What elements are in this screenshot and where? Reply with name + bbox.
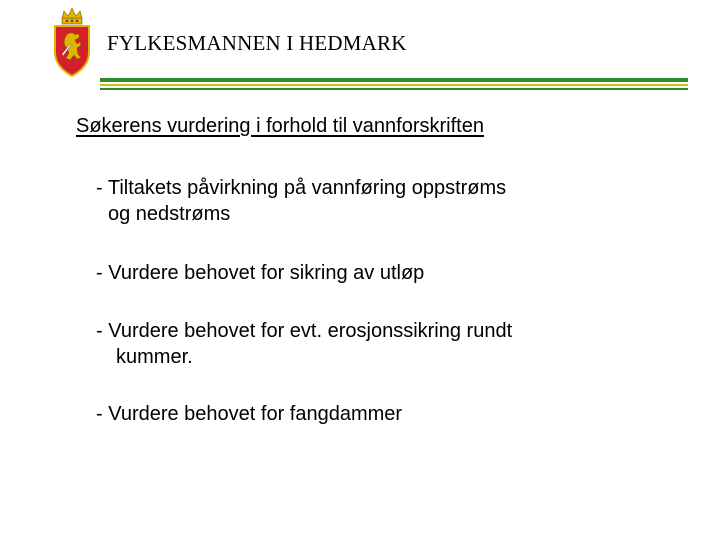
bullet-line-continuation: kummer. xyxy=(116,346,193,368)
header-rule-green-thin xyxy=(100,88,688,90)
bullet-item xyxy=(96,318,512,370)
slide-heading: Søkerens vurdering i forhold til vannforskriften xyxy=(76,115,484,137)
organization-title: FYLKESMANNEN I HEDMARK xyxy=(107,31,407,55)
crown-icon xyxy=(62,8,82,24)
bullet-line-continuation: og nedstrøms xyxy=(108,203,231,225)
bullet-item xyxy=(96,401,402,427)
bullet-line: - Vurdere behovet for evt. erosjonssikring rundt xyxy=(96,320,513,342)
bullet-line: - Tiltakets påvirkning på vannføring oppstrøms xyxy=(96,177,507,199)
bullet-item xyxy=(96,175,506,227)
header-rule-yellow xyxy=(100,84,688,86)
bullet-line: - Vurdere behovet for fangdammer xyxy=(96,403,403,425)
bullet-item xyxy=(96,260,424,286)
coat-of-arms-icon xyxy=(50,8,94,78)
bullet-line: - Vurdere behovet for sikring av utløp xyxy=(96,262,425,284)
header-rule-green xyxy=(100,78,688,82)
